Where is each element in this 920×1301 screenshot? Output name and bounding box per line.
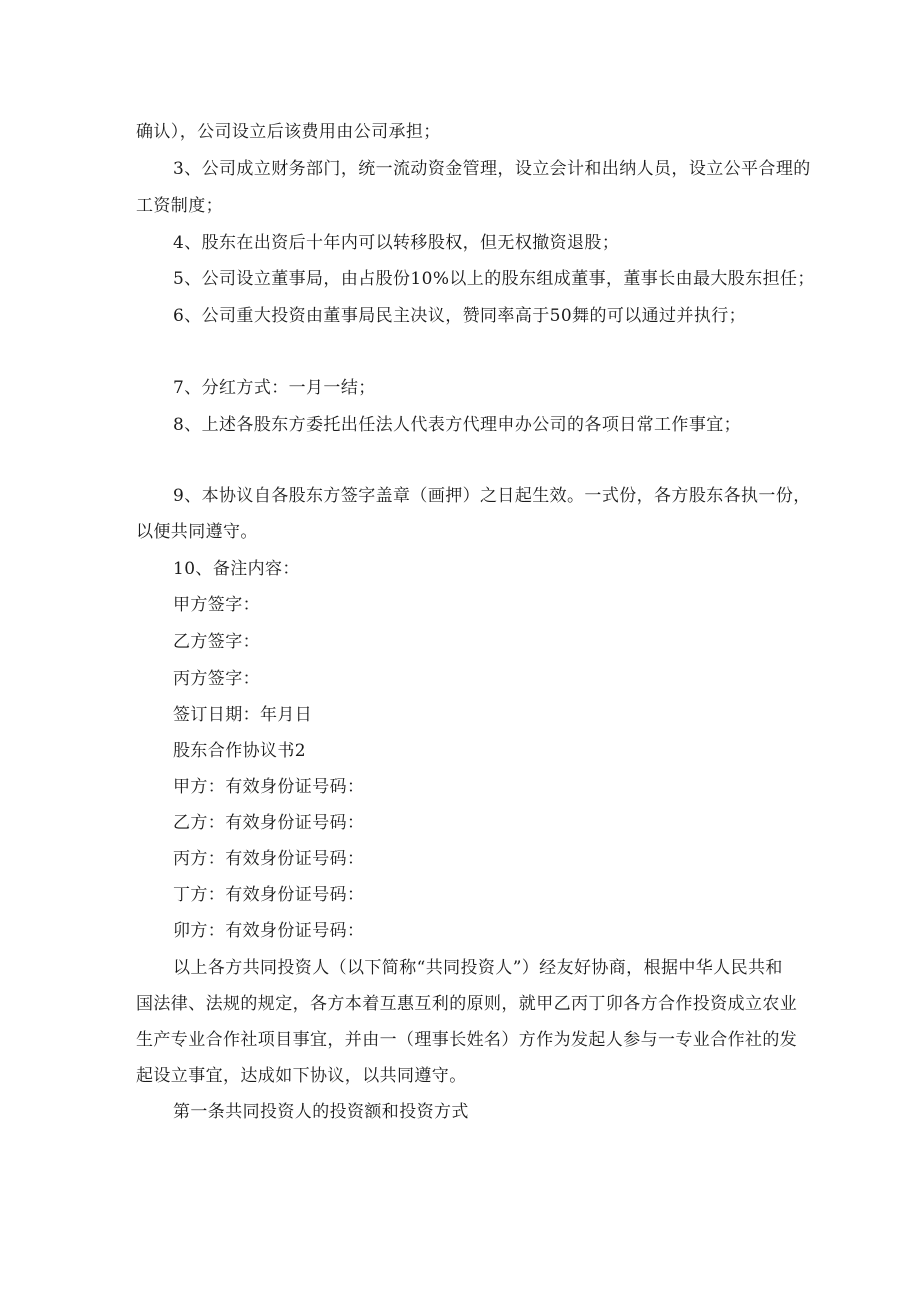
text-line: 3、公司成立财务部门，统一流动资金管理，设立会计和出纳人员，设立公平合理的 [173, 159, 811, 179]
text-line: 10、备注内容： [173, 559, 300, 579]
text-line: 9、本协议自各股东方签字盖章（画押）之日起生效。一式份，各方股东各执一份， [173, 486, 811, 506]
article-heading: 第一条共同投资人的投资额和投资方式 [173, 1102, 469, 1122]
text-line: 起设立事宜，达成如下协议，以共同遵守。 [136, 1066, 467, 1086]
text-line: 8、上述各股东方委托出任法人代表方代理申办公司的各项日常工作事宜； [173, 415, 742, 435]
section-title: 股东合作协议书2 [173, 741, 307, 761]
party-line: 丙方：有效身份证号码： [173, 849, 365, 869]
text-line: 工资制度； [136, 196, 223, 216]
signature-line-b: 乙方签字： [173, 632, 260, 652]
text-line: 以便共同遵守。 [136, 522, 258, 542]
text-line: 5、公司设立董事局，由占股份10%以上的股东组成董事，董事长由最大股东担任； [173, 269, 815, 289]
party-line: 甲方：有效身份证号码： [173, 777, 365, 797]
signature-line-c: 丙方签字： [173, 669, 260, 689]
text-line: 7、分红方式：一月一结； [173, 378, 376, 398]
text-line: 确认），公司设立后该费用由公司承担； [136, 122, 441, 142]
date-line: 签订日期：年月日 [173, 705, 313, 725]
text-line: 国法律、法规的规定，各方本着互惠互利的原则，就甲乙丙丁卯各方合作投资成立农业 [136, 994, 798, 1014]
text-line: 以上各方共同投资人（以下简称“共同投资人”）经友好协商，根据中华人民共和 [173, 958, 783, 978]
text-line: 生产专业合作社项目事宜，并由一（理事长姓名）方作为发起人参与一专业合作社的发 [136, 1030, 798, 1050]
party-line: 乙方：有效身份证号码： [173, 813, 365, 833]
signature-line-a: 甲方签字： [173, 595, 260, 615]
text-line: 6、公司重大投资由董事局民主决议，赞同率高于50舞的可以通过并执行； [173, 306, 747, 326]
text-line: 4、股东在出资后十年内可以转移股权，但无权撤资退股； [173, 233, 620, 253]
party-line: 卯方：有效身份证号码： [173, 921, 365, 941]
party-line: 丁方：有效身份证号码： [173, 885, 365, 905]
